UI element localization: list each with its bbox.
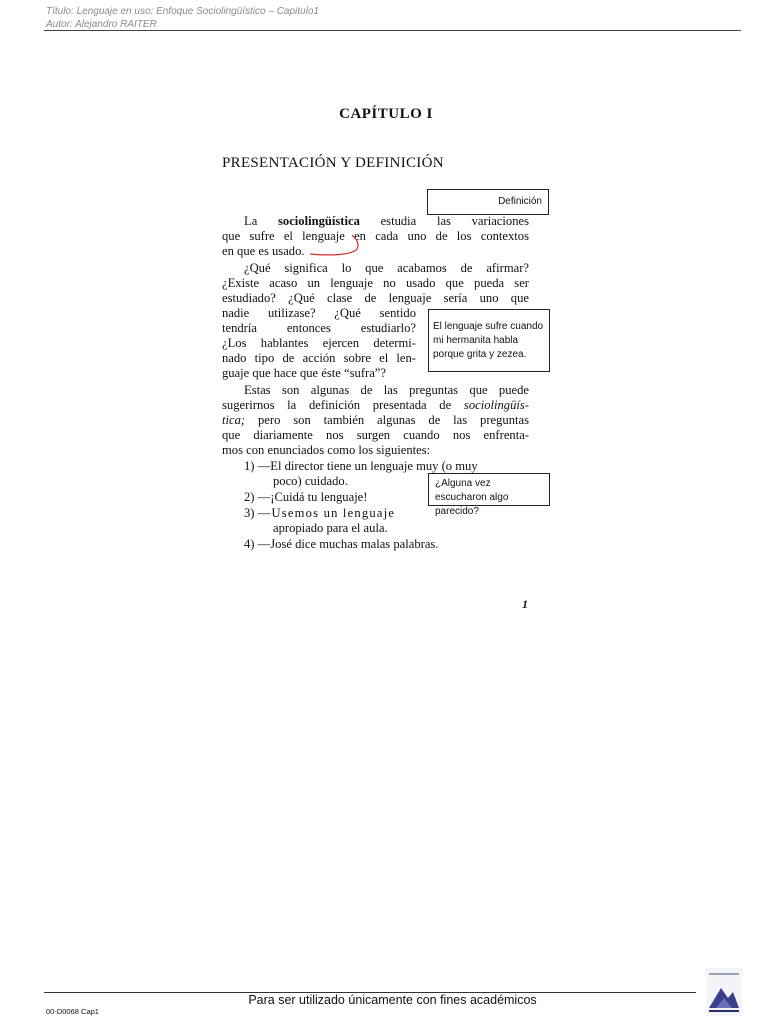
example-3-cont: apropiado para el aula. xyxy=(273,521,388,535)
para1-line1: La sociolingüística estudia las variaciones xyxy=(244,214,529,228)
chapter-title: CAPÍTULO I xyxy=(339,106,433,122)
para2-line7: nado tipo de acción sobre el len- xyxy=(222,351,416,365)
para2-line1: ¿Qué significa lo que acabamos de afirmar? xyxy=(244,261,529,275)
document-header xyxy=(46,5,319,31)
example-margin-box xyxy=(428,309,550,372)
term-sociolinguistica: sociolingüística xyxy=(278,214,360,228)
example-margin-text: El lenguaje sufre cuando mi hermanita habla porque grita y zezea. xyxy=(433,321,544,360)
section-title: PRESENTACIÓN Y DEFINICIÓN xyxy=(222,155,444,171)
footer-notice: Para ser utilizado únicamente con fines académicos xyxy=(248,993,537,1007)
term-sociolinguistica-italic: sociolingüís- xyxy=(463,398,529,412)
para2-line5: tendría entonces estudiarlo? xyxy=(222,321,416,335)
para2-line2: ¿Existe acaso un lenguaje no usado que pueda ser xyxy=(222,276,529,290)
para3-line5: mos con enunciados como los siguientes: xyxy=(222,443,431,457)
para3-line2: sugerirnos la definición presentada de sociolingüís- xyxy=(222,398,529,412)
para2-line4: nadie utilizase? ¿Qué sentido xyxy=(222,306,416,320)
definition-label: Definición xyxy=(498,196,542,207)
para2-line6: ¿Los hablantes ejercen determi- xyxy=(222,336,416,350)
para1-line3: en que es usado. xyxy=(222,244,305,258)
question-margin-box xyxy=(428,473,550,517)
example-1-cont: poco) cuidado. xyxy=(273,474,348,488)
example-1: 1) —El director tiene un lenguaje muy (o muy xyxy=(244,459,478,473)
handwritten-annotation xyxy=(300,229,370,259)
header-divider xyxy=(44,30,741,31)
para3-line1: Estas son algunas de las preguntas que puede xyxy=(244,383,529,397)
header-author: Autor: Alejandro RAITER xyxy=(46,19,157,30)
definition-margin-box xyxy=(427,189,549,215)
publisher-logo-icon xyxy=(706,968,742,1016)
example-2: 2) —¡Cuidá tu lenguaje! xyxy=(244,490,368,504)
para3-line3: tica; pero son también algunas de las preguntas xyxy=(222,413,530,427)
example-4: 4) —José dice muchas malas palabras. xyxy=(244,537,439,551)
header-title: Título: Lenguaje en uso: Enfoque Sociolingüístico – Capitulo1 xyxy=(46,6,319,17)
example-3: 3) —Usemos un lenguaje xyxy=(244,506,396,520)
page-number: 1 xyxy=(522,597,528,611)
para2-line3: estudiado? ¿Qué clase de lenguaje sería uno que xyxy=(222,291,529,305)
para3-line4: que diariamente nos surgen cuando nos enfrenta- xyxy=(222,428,529,442)
para2-line8: guaje que hace que éste “sufra”? xyxy=(222,366,386,380)
question-margin-text: ¿Alguna vez escucharon algo parecido? xyxy=(435,478,509,517)
document-code: 00-D0068 Cap1 xyxy=(46,1007,99,1016)
para1-line2: que sufre el lenguaje en cada uno de los contextos xyxy=(222,229,529,243)
